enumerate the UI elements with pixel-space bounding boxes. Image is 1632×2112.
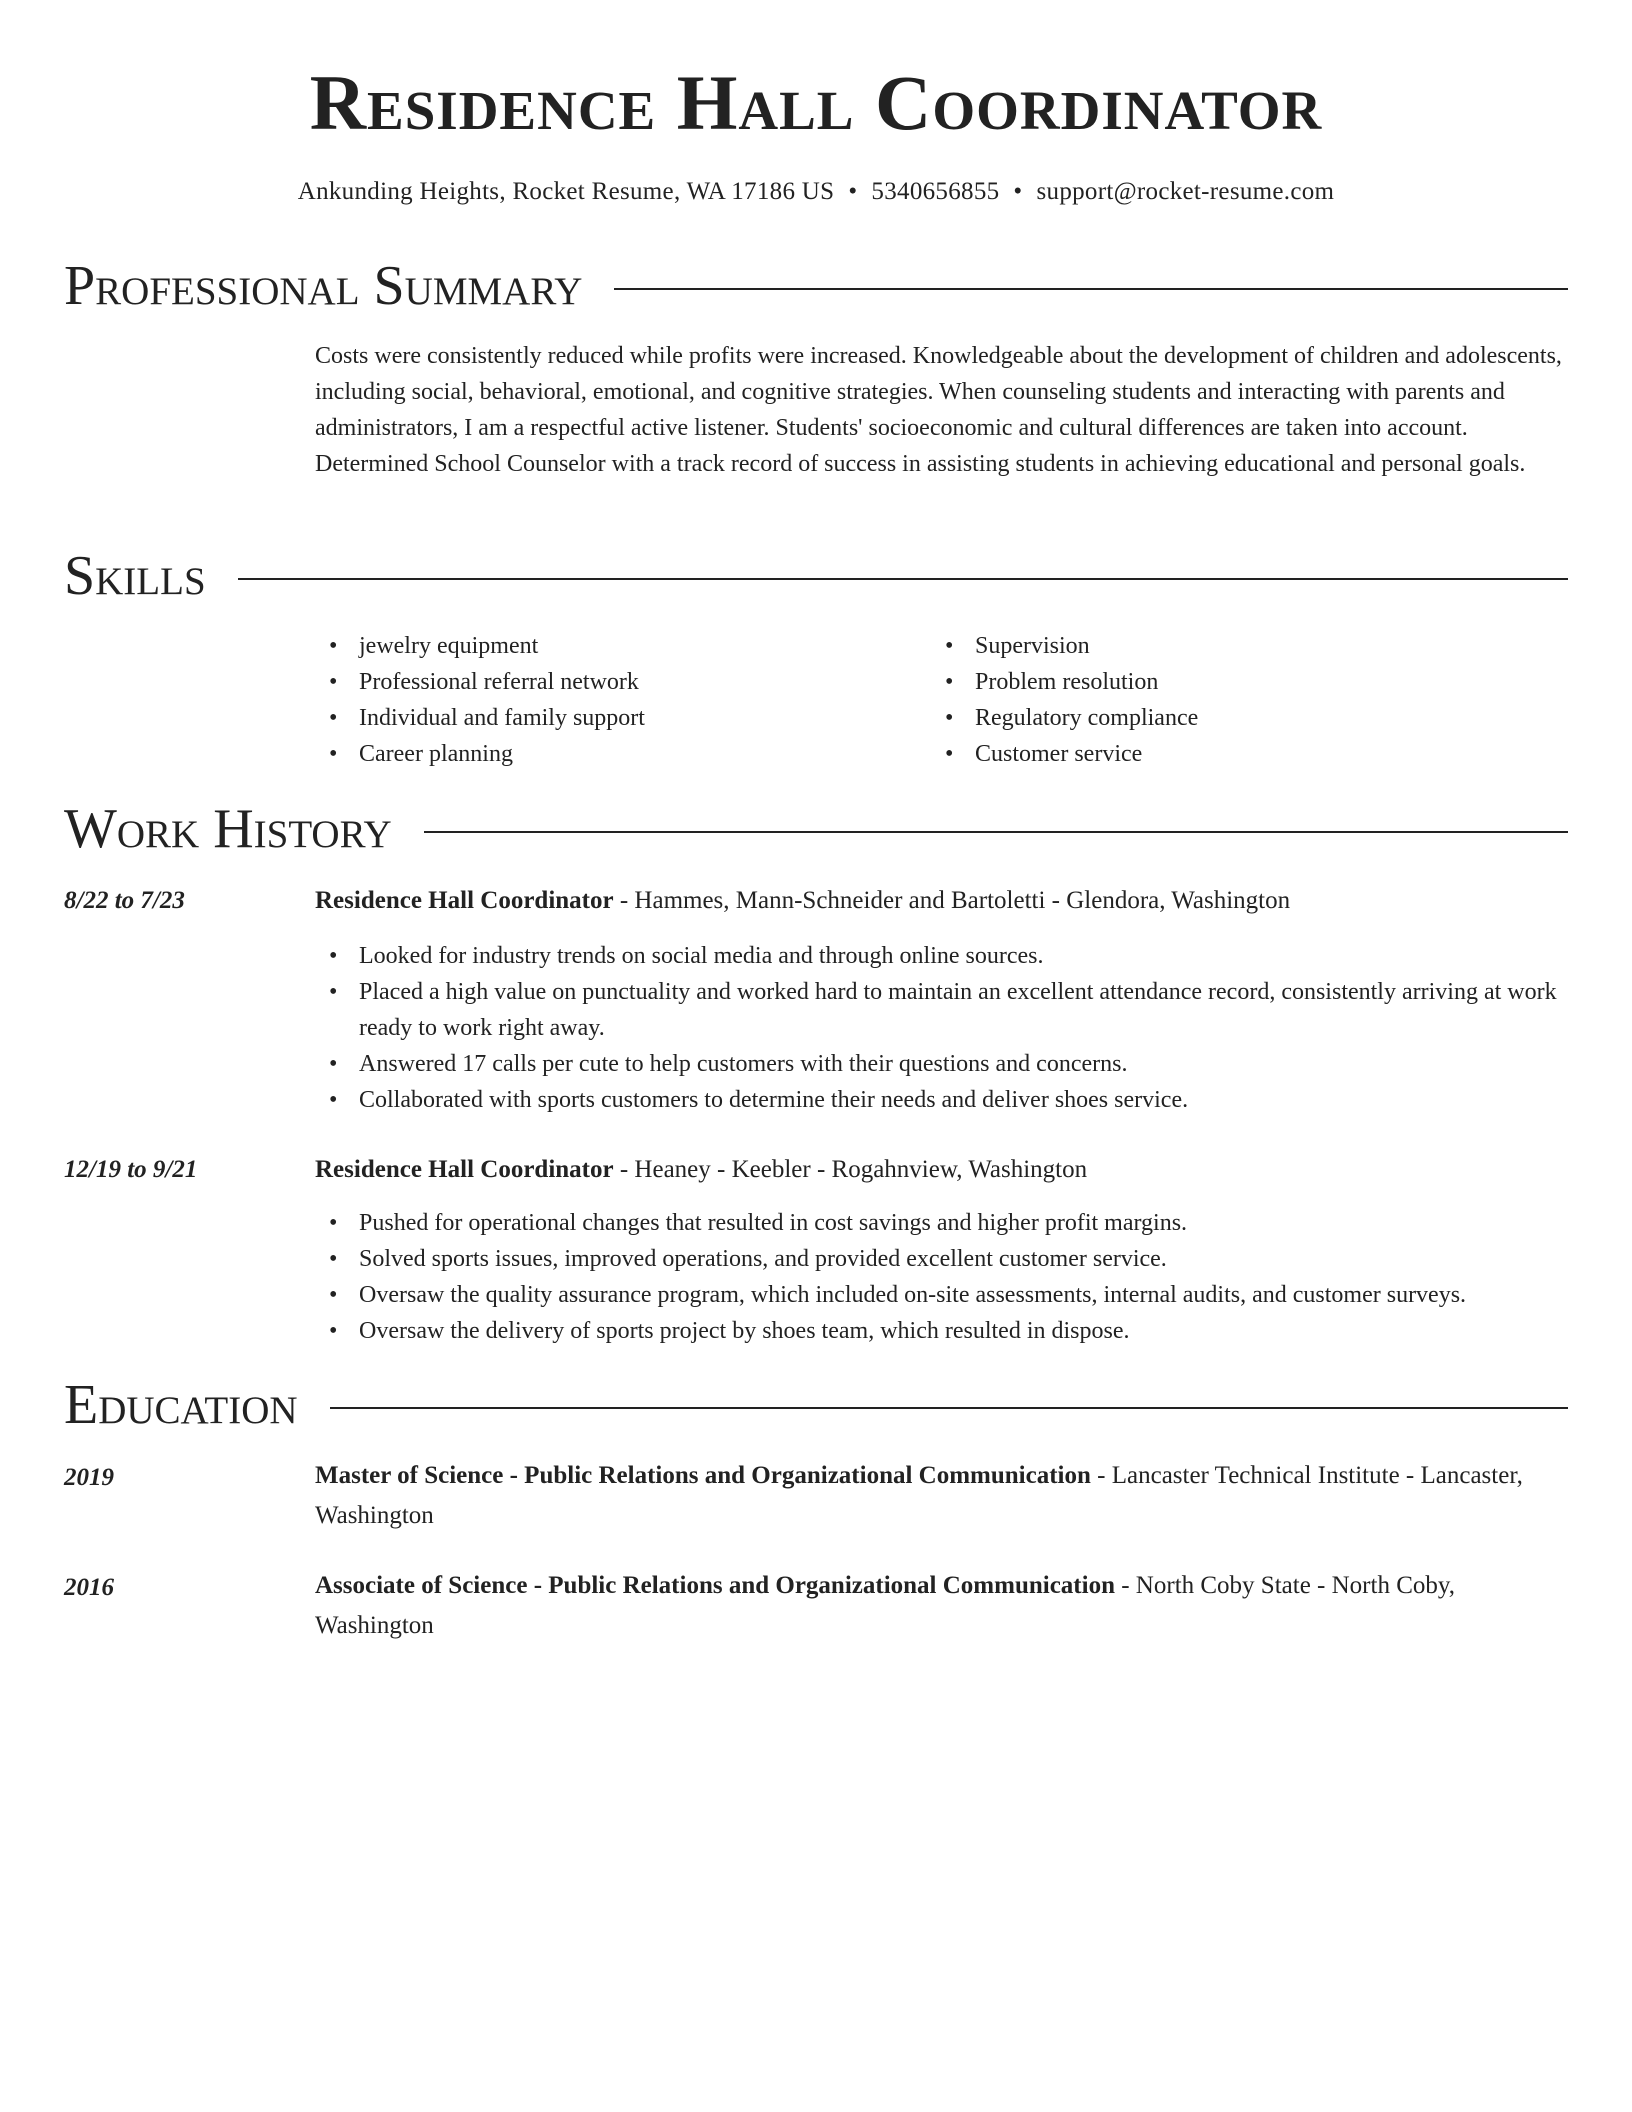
skills-section-header [64,544,1568,608]
skill-item: • Career planning [315,736,875,772]
job-bullet: • Oversaw the quality assurance program, which included on-site assessments, internal audits, and customer surveys. [315,1277,1570,1313]
skills-list-right [931,628,1491,772]
job-heading [315,881,1570,921]
skill-item: • Professional referral network [315,664,875,700]
job-bullet: • Placed a high value on punctuality and worked hard to maintain an excellent attendance record, consistently arriving at work ready to work right away. [315,974,1570,1046]
job-bullet: • Pushed for operational changes that resulted in cost savings and higher profit margins. [315,1205,1570,1241]
job-dates: 8/22 to 7/23 [64,887,185,914]
work-section-header [64,797,1568,861]
education-degree: Master of Science - Public Relations and Organizational Communication [315,1462,1091,1489]
work-section-title: Work History [64,798,392,860]
education-section-title: Education [64,1374,298,1436]
skill-item: • jewelry equipment [315,628,875,664]
skill-item: • Problem resolution [931,664,1491,700]
job-dates: 12/19 to 9/21 [64,1156,198,1183]
contact-email: support@rocket-resume.com [1036,178,1335,205]
job-bullets [315,1205,1570,1349]
contact-line [0,175,1632,209]
section-divider [238,578,1568,580]
job-employer: - Heaney - Keebler - Rogahnview, Washington [613,1156,1088,1183]
section-divider [614,288,1568,290]
education-degree: Associate of Science - Public Relations and Organizational Communication [315,1572,1115,1599]
job-bullet: • Collaborated with sports customers to determine their needs and deliver shoes service. [315,1082,1570,1118]
summary-section-title: Professional Summary [64,255,583,317]
section-divider [424,831,1568,833]
skill-item: • Customer service [931,736,1491,772]
job-bullets [315,938,1570,1118]
section-divider [330,1407,1568,1409]
skills-list-left [315,628,875,772]
contact-phone: 5340656855 [871,178,1000,205]
job-employer: - Hammes, Mann-Schneider and Bartoletti - Glendora, Washington [613,887,1291,914]
education-school: - North Coby State - North Coby, Washington [315,1572,1455,1639]
job-heading [315,1150,1570,1190]
skill-item: • Individual and family support [315,700,875,736]
education-entry [315,1566,1570,1646]
education-year: 2019 [64,1464,114,1491]
job-bullet: • Answered 17 calls per cute to help customers with their questions and concerns. [315,1046,1570,1082]
job-bullet: • Solved sports issues, improved operations, and provided excellent customer service. [315,1241,1570,1277]
summary-text: Costs were consistently reduced while profits were increased. Knowledgeable about the development of children and adolescents, including social, behavioral, emotional, and cognitive strategies. When counseling students and interacting with parents and administrators, I am a respectful active listener. Students' socioeconomic and cultural differences are taken into account. Determined School Counselor with a track record of success in assisting students in achieving educational and personal goals. [315,343,1562,477]
education-entry [315,1456,1570,1536]
education-section-header [64,1373,1568,1437]
resume-name: Residence Hall Coordinator [309,59,1323,146]
contact-separator: • [848,178,858,205]
education-school: - Lancaster Technical Institute - Lancaster, Washington [315,1462,1523,1529]
job-bullet: • Oversaw the delivery of sports project by shoes team, which resulted in dispose. [315,1313,1570,1349]
summary-section-header [64,254,1568,318]
job-title: Residence Hall Coordinator [315,1156,614,1183]
skills-section-title: Skills [64,545,206,607]
job-bullet: • Looked for industry trends on social media and through online sources. [315,938,1570,974]
education-year: 2016 [64,1574,114,1601]
job-title: Residence Hall Coordinator [315,887,614,914]
skill-item: • Supervision [931,628,1491,664]
contact-separator: • [1013,178,1023,205]
contact-address: Ankunding Heights, Rocket Resume, WA 17186 US [297,178,835,205]
skill-item: • Regulatory compliance [931,700,1491,736]
